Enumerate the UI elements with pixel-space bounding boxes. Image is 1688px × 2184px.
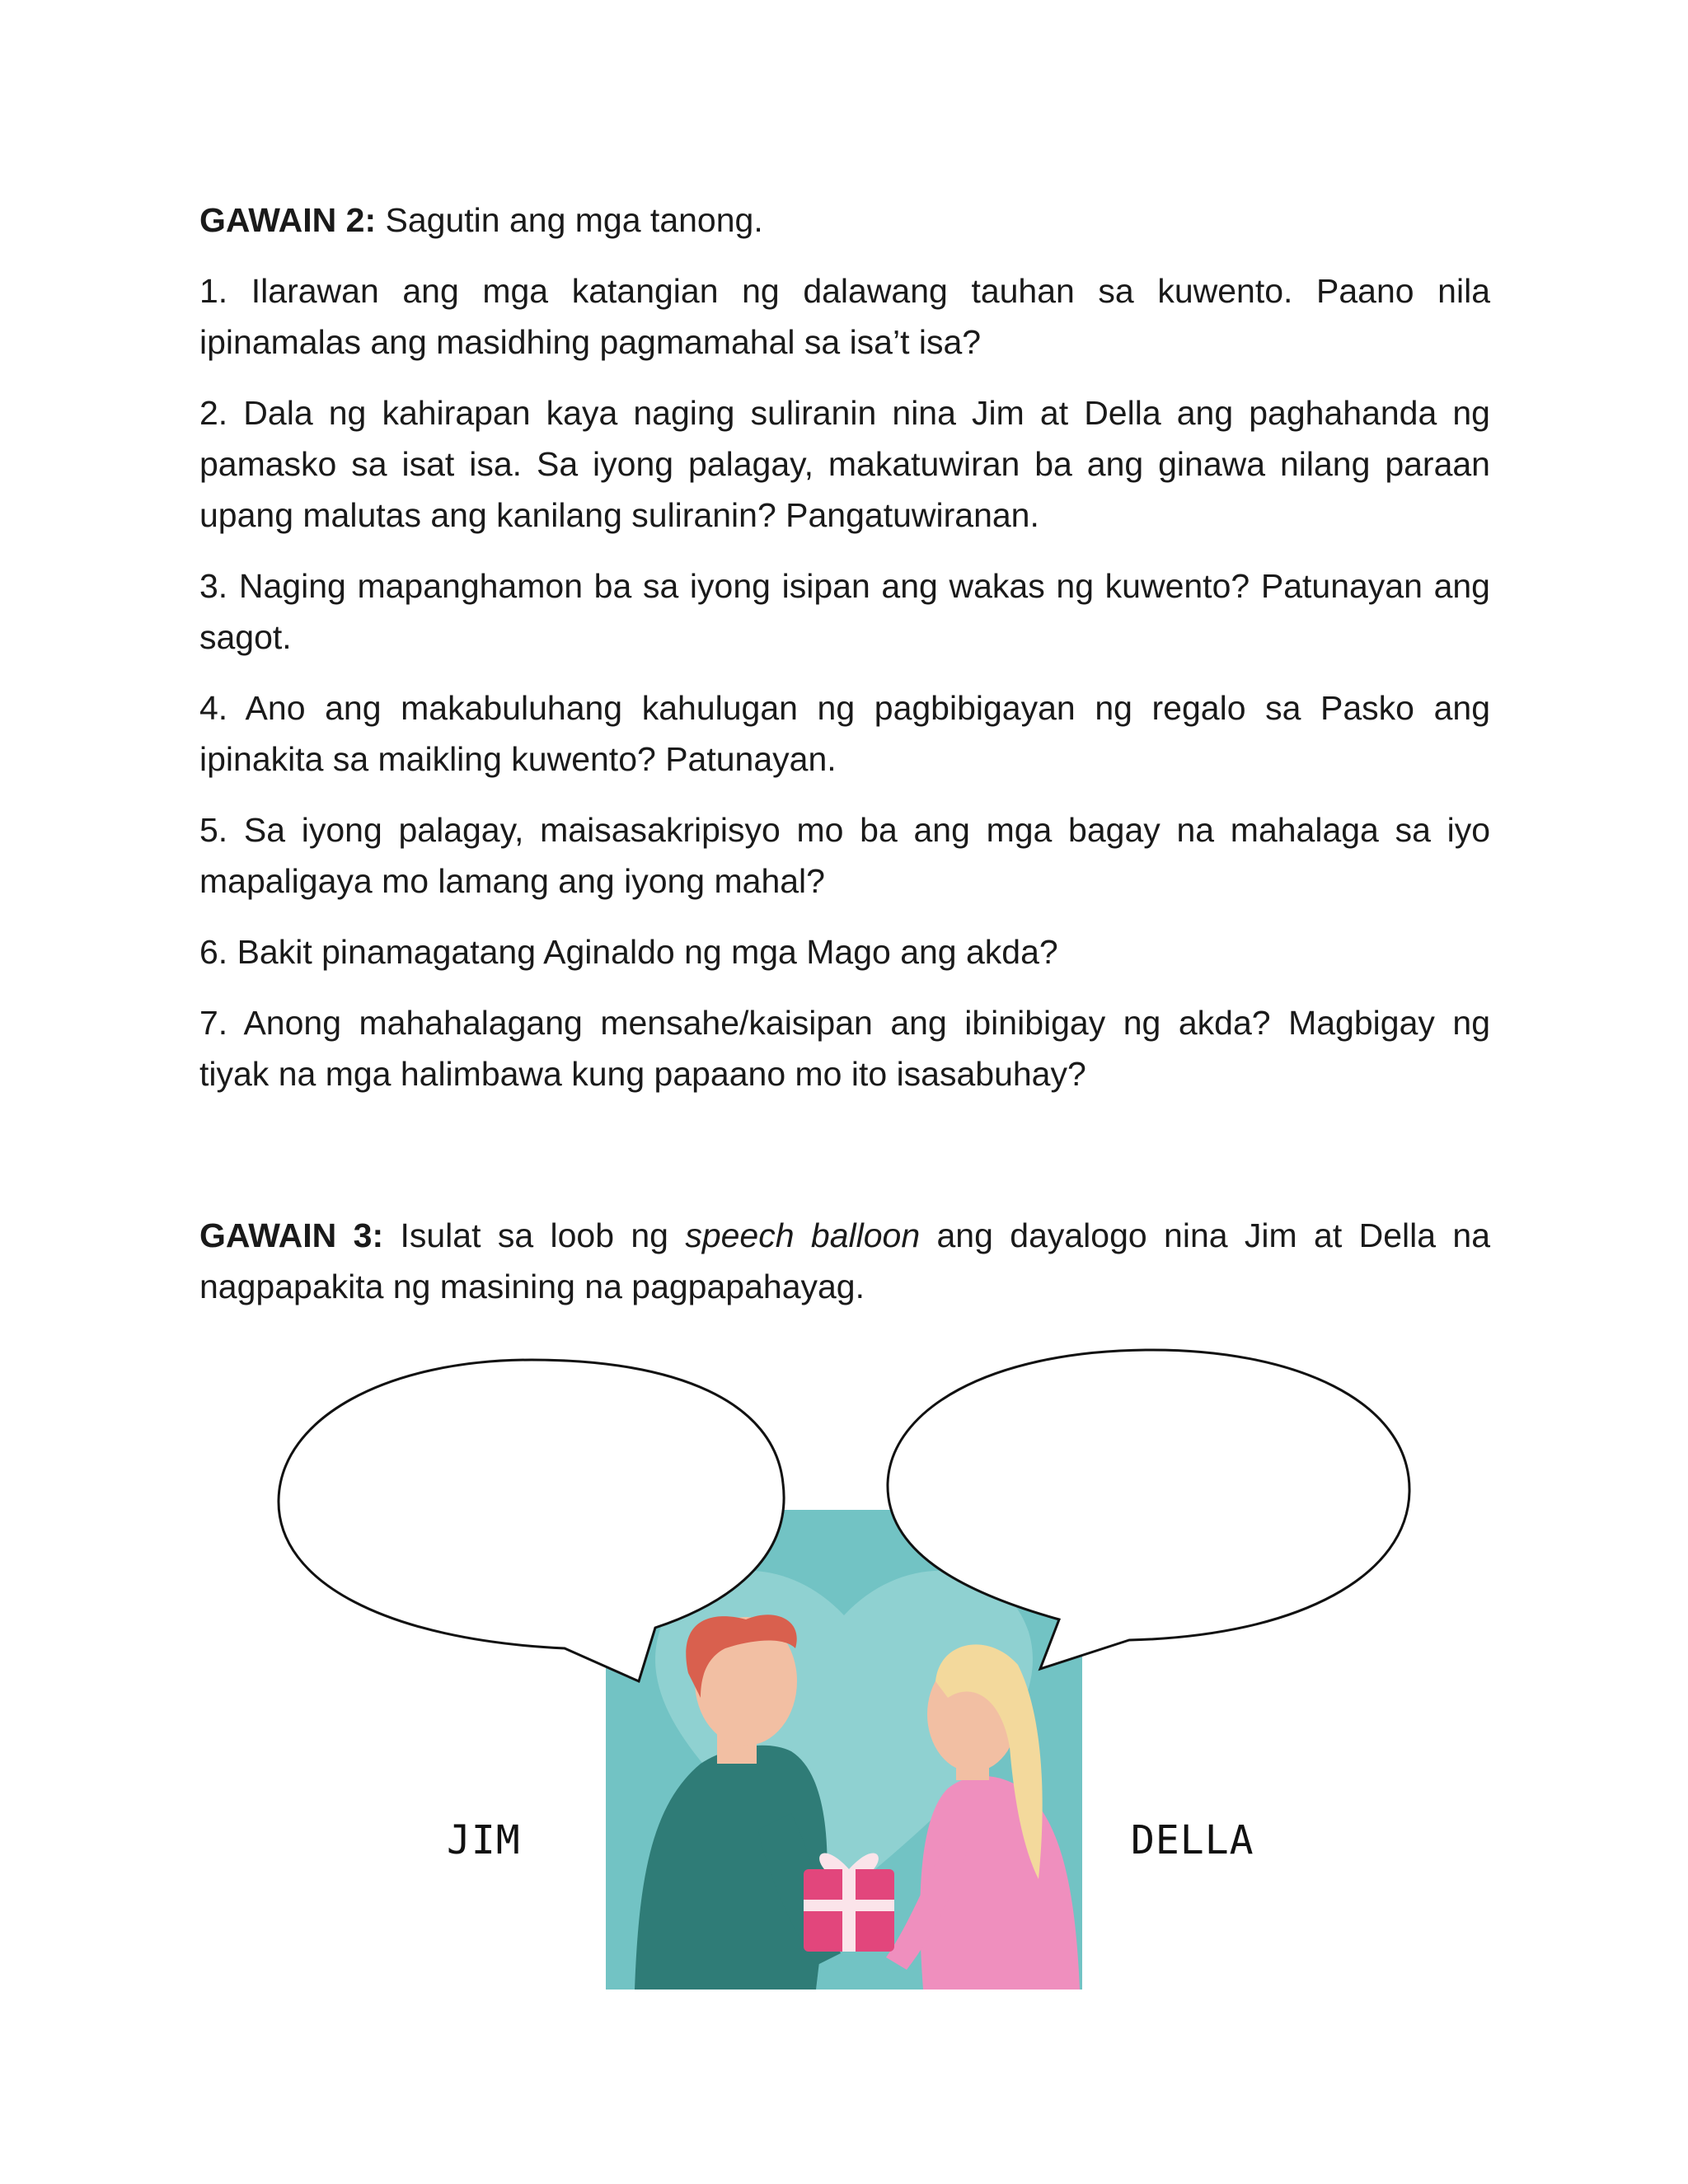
speech-balloon-left[interactable] [279, 1360, 784, 1681]
gawain-2-heading [199, 194, 1490, 246]
man-neck [717, 1722, 757, 1764]
gawain-2-instruction: Sagutin ang mga tanong. [376, 201, 763, 239]
man-arm [758, 1813, 841, 1966]
question-2: 2. Dala ng kahirapan kaya naging suliranin nina Jim at Della ang paghahanda ng pamasko sa isat isa. Sa iyong palagay, makatuwiran ba ang ginawa nilang paraan upang malutas ang kanilang suliranin? Pangatuwiranan. [199, 394, 1490, 534]
jim-label: JIM [447, 1817, 521, 1863]
man-sweater [635, 1746, 828, 1990]
woman-hair [935, 1644, 1043, 1879]
question-7: 7. Anong mahahalagang mensahe/kaisipan ang ibinibigay ng akda? Magbigay ng tiyak na mga halimbawa kung papaano mo ito isasabuhay? [199, 1004, 1490, 1093]
question-4: 4. Ano ang makabuluhang kahulugan ng pagbibigayan ng regalo sa Pasko ang ipinakita sa maikling kuwento? Patunayan. [199, 689, 1490, 778]
speech-balloon-right[interactable] [888, 1350, 1409, 1669]
man-hair [686, 1615, 796, 1698]
gawain-2-label: GAWAIN 2: [199, 201, 377, 239]
question-6: 6. Bakit pinamagatang Aginaldo ng mga Mago ang akda? [199, 933, 1058, 971]
woman-top [920, 1776, 1080, 1990]
couple-illustration [606, 1510, 1082, 1990]
gift-box [804, 1869, 894, 1952]
question-3: 3. Naging mapanghamon ba sa iyong isipan ang wakas ng kuwento? Patunayan ang sagot. [199, 567, 1490, 656]
gawain-3-instruction-em: speech balloon [685, 1216, 921, 1254]
question-1: 1. Ilarawan ang mga katangian ng dalawang tauhan sa kuwento. Paano nila ipinamalas ang masidhing pagmamahal sa isa’t isa? [199, 272, 1490, 361]
della-label: DELLA [1131, 1817, 1254, 1863]
gift-bow [819, 1853, 879, 1869]
section-gap [199, 1119, 1490, 1210]
heart-shape [655, 1571, 1033, 1896]
illustration-background [606, 1510, 1082, 1990]
question-5: 5. Sa iyong palagay, maisasakripisyo mo ba ang mga bagay na mahalaga sa iyo mapaligaya mo lamang ang iyong mahal? [199, 811, 1490, 900]
gawain-3-label: GAWAIN 3: [199, 1216, 384, 1254]
woman-arm [886, 1838, 968, 1970]
woman-face [927, 1657, 1018, 1772]
worksheet-content [199, 194, 1490, 1332]
gawain-3-instruction-pre: Isulat sa loob ng [383, 1216, 686, 1254]
gift-ribbon-horizontal [804, 1900, 894, 1911]
gawain-3-instruction-post: ang dayalogo nina Jim at Della na nagpapakita ng masining na pagpapahayag. [199, 1216, 1490, 1305]
gawain-3-heading [199, 1210, 1490, 1312]
gift-ribbon-vertical [842, 1869, 856, 1952]
man-face [695, 1617, 797, 1746]
woman-neck [956, 1739, 989, 1780]
